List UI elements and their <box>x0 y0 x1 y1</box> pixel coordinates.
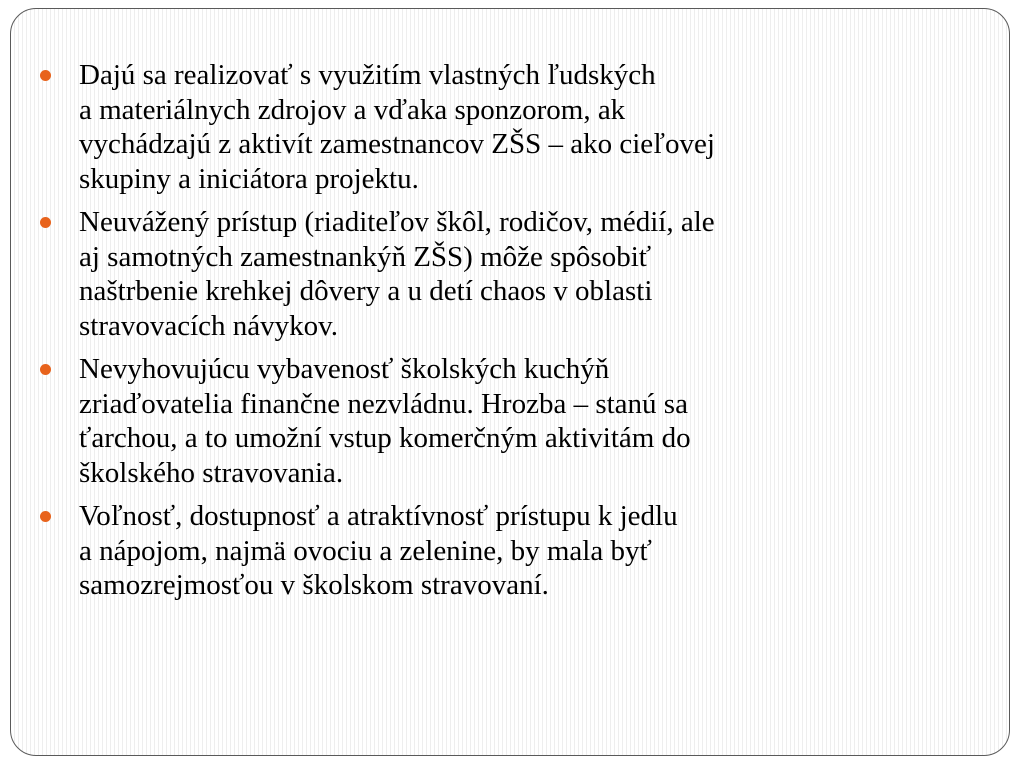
bullet-text-line: zriaďovatelia finančne nezvládnu. Hrozba – stanú sa <box>79 387 688 420</box>
bullet-text-line: skupiny a iniciátora projektu. <box>79 162 419 195</box>
bullet-text-line: aj samotných zamestnankýň ZŠS) môže spôsobiť <box>79 240 652 273</box>
bullet-text-line: ťarchou, a to umožní vstup komerčným aktivitám do <box>79 422 691 454</box>
bullet-text-line: školského stravovania. <box>79 456 344 489</box>
bullet-text-line: a nápojom, najmä ovociu a zelenine, by mala byť <box>79 534 652 567</box>
bullet-dot-icon <box>40 364 51 375</box>
bullet-text-line: Dajú sa realizovať s využitím vlastných ľudských <box>79 59 656 91</box>
bullet-dot-icon <box>40 511 51 522</box>
bullet-item <box>40 499 980 603</box>
bullet-list <box>40 58 980 612</box>
bullet-text-line: a materiálnych zdrojov a vďaka sponzorom, ak <box>79 93 626 126</box>
bullet-text-line: naštrbenie krehkej dôvery a u detí chaos v oblasti <box>79 275 653 307</box>
bullet-item <box>40 58 980 196</box>
bullet-text-line: samozrejmosťou v školskom stravovaní. <box>79 569 549 601</box>
bullet-text-line: vychádzajú z aktivít zamestnancov ZŠS – ako cieľovej <box>79 128 715 160</box>
bullet-item <box>40 352 980 490</box>
bullet-text-line: Voľnosť, dostupnosť a atraktívnosť prístupu k jedlu <box>79 500 678 532</box>
bullet-item <box>40 205 980 343</box>
bullet-dot-icon <box>40 217 51 228</box>
bullet-text-line: stravovacích návykov. <box>79 309 339 342</box>
bullet-text-line: Neuvážený prístup (riaditeľov škôl, rodičov, médií, ale <box>79 206 715 238</box>
bullet-dot-icon <box>40 70 51 81</box>
bullet-text-line: Nevyhovujúcu vybavenosť školských kuchýň <box>79 353 610 385</box>
